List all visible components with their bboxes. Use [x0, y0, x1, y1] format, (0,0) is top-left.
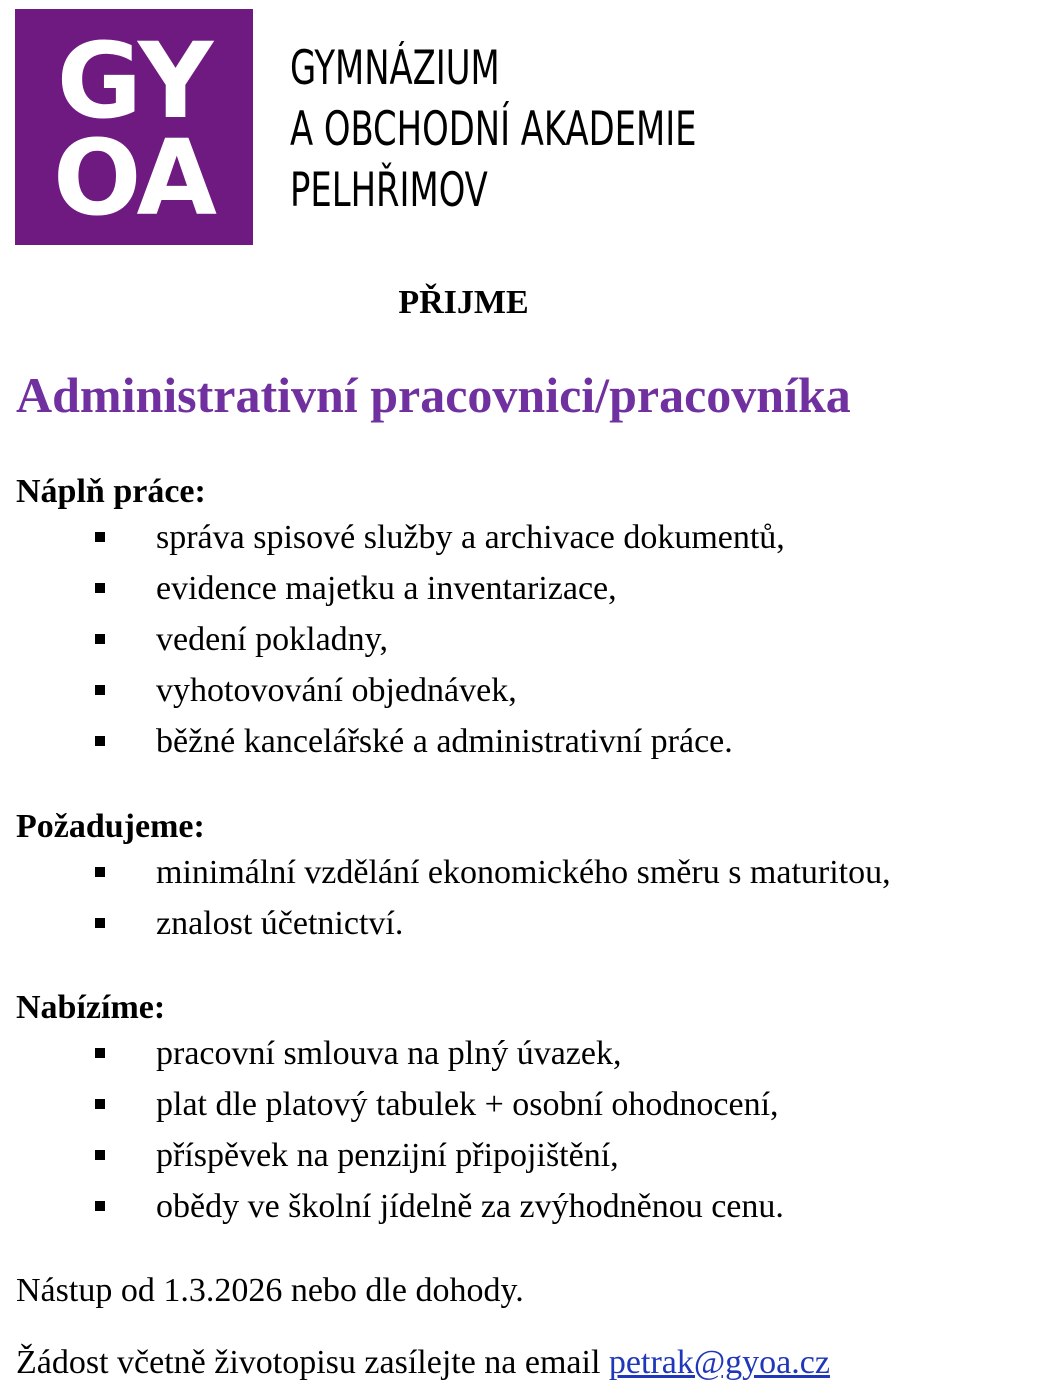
list-item [16, 847, 1049, 898]
logo-letters-bottom: OA [52, 117, 216, 239]
bullet-icon [95, 685, 105, 695]
bullet-icon [95, 1201, 105, 1211]
bullet-icon [95, 532, 105, 542]
requirements-list [16, 847, 1049, 949]
school-name [290, 38, 697, 221]
offer-section [16, 988, 1049, 1232]
school-logo [15, 9, 253, 245]
list-item [16, 512, 1049, 563]
list-item [16, 665, 1049, 716]
logo-letters-top: GY [56, 20, 212, 142]
list-item-text: vyhotovování objednávek, [156, 672, 517, 709]
list-item [16, 1130, 1049, 1181]
bullet-icon [95, 634, 105, 644]
list-item-text: minimální vzdělání ekonomického směru s maturitou, [156, 854, 891, 891]
list-item-text: plat dle platový tabulek + osobní ohodnocení, [156, 1086, 779, 1123]
school-name-line-3: PELHŘIMOV [290, 163, 488, 218]
bullet-icon [95, 918, 105, 928]
school-name-line-2: A OBCHODNÍ AKADEMIE [290, 102, 697, 157]
list-item-text: obědy ve školní jídelně za zvýhodněnou cenu. [156, 1188, 784, 1225]
list-item [16, 1181, 1049, 1232]
duties-list [16, 512, 1049, 767]
list-item [16, 614, 1049, 665]
bullet-icon [95, 583, 105, 593]
list-item-text: vedení pokladny, [156, 621, 388, 658]
bullet-icon [95, 867, 105, 877]
list-item-text: znalost účetnictví. [156, 905, 404, 942]
list-item-text: evidence majetku a inventarizace, [156, 570, 617, 607]
bullet-icon [95, 736, 105, 746]
duties-heading: Náplň práce: [16, 473, 206, 510]
list-item-text: příspěvek na penzijní připojištění, [156, 1137, 619, 1174]
email-link[interactable]: petrak@gyoa.cz [608, 1344, 830, 1381]
requirements-section [16, 807, 1049, 949]
bullet-icon [95, 1150, 105, 1160]
bullet-icon [95, 1099, 105, 1109]
bullet-icon [95, 1048, 105, 1058]
list-item [16, 563, 1049, 614]
job-title: Administrativní pracovnici/pracovníka [16, 367, 851, 423]
offer-heading: Nabízíme: [16, 989, 166, 1026]
list-item-text: běžné kancelářské a administrativní práce. [156, 723, 733, 760]
offer-list [16, 1028, 1049, 1232]
requirements-heading: Požadujeme: [16, 808, 205, 845]
duties-section [16, 472, 1049, 767]
list-item-text: pracovní smlouva na plný úvazek, [156, 1035, 622, 1072]
school-name-line-1: GYMNÁZIUM [290, 41, 500, 96]
application-text: Žádost včetně životopisu zasílejte na email [16, 1344, 609, 1381]
list-item [16, 1028, 1049, 1079]
start-date-text: Nástup od 1.3.2026 nebo dle dohody. [16, 1272, 524, 1309]
list-item-text: správa spisové služby a archivace dokumentů, [156, 519, 785, 556]
list-item [16, 1079, 1049, 1130]
list-item [16, 716, 1049, 767]
application-line [16, 1344, 830, 1382]
logo-graphic [15, 9, 253, 245]
hires-label: PŘIJME [398, 284, 529, 321]
list-item [16, 898, 1049, 949]
